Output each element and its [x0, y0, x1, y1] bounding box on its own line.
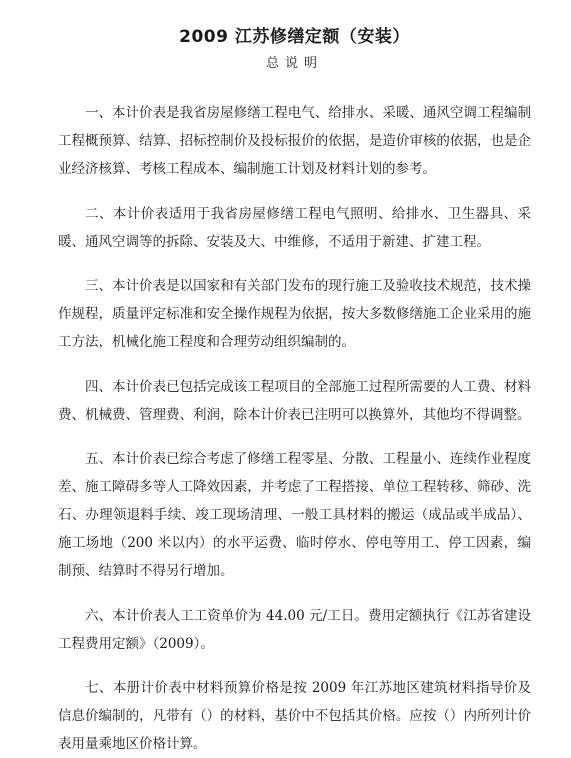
paragraph-3: 三、本计价表是以国家和有关部门发布的现行施工及验收技术规范，技术操作规程，质量评定标准和安全操作规程为依据，按大多数修缮施工企业采用的施工方法，机械化施工程度和合理劳动组织编制的。 [58, 278, 531, 350]
paragraph-2: 二、本计价表适用于我省房屋修缮工程电气照明、给排水、卫生器具、采暖、通风空调等的拆除、安装及大、中维修，不适用于新建、扩建工程。 [58, 205, 531, 250]
document-body [58, 99, 531, 758]
document-title: 2009 江苏修缮定额（安装） [179, 27, 410, 47]
paragraph-4: 四、本计价表已包括完成该工程项目的全部施工过程所需要的人工费、材料费、机械费、管理费、利润，除本计价表已注明可以换算外，其他均不得调整。 [58, 378, 531, 423]
paragraph-1: 一、本计价表是我省房屋修缮工程电气、给排水、采暖、通风空调工程编制工程概预算、结算、招标控制价及投标报价的依据，是造价审核的依据，也是企业经济核算、考核工程成本、编制施工计划及材料计划的参考。 [58, 105, 531, 177]
document-subtitle: 总说明 [265, 56, 323, 71]
paragraph-5: 五、本计价表已综合考虑了修缮工程零星、分散、工程量小、连续作业程度差、施工障碍多等人工降效因素，并考虑了工程搭接、单位工程转移、筛砂、洗石、办理领退料手续、竣工现场清理、一般工具材料的搬运（成品或半成品）、施工场地（200 米以内）的水平运费、临时停水、停电等用工、停工因素，编制预、结算时不得另行增加。 [58, 451, 531, 579]
paragraph-7: 七、本册计价表中材料预算价格是按 2009 年江苏地区建筑材料指导价及信息价编制的，凡带有（）的材料，基价中不包括其价格。应按（）内所列计价表用量乘地区价格计算。 [58, 680, 531, 752]
paragraph-6: 六、本计价表人工工资单价为 44.00 元/工日。费用定额执行《江苏省建设工程费用定额》（2009）。 [58, 607, 531, 652]
